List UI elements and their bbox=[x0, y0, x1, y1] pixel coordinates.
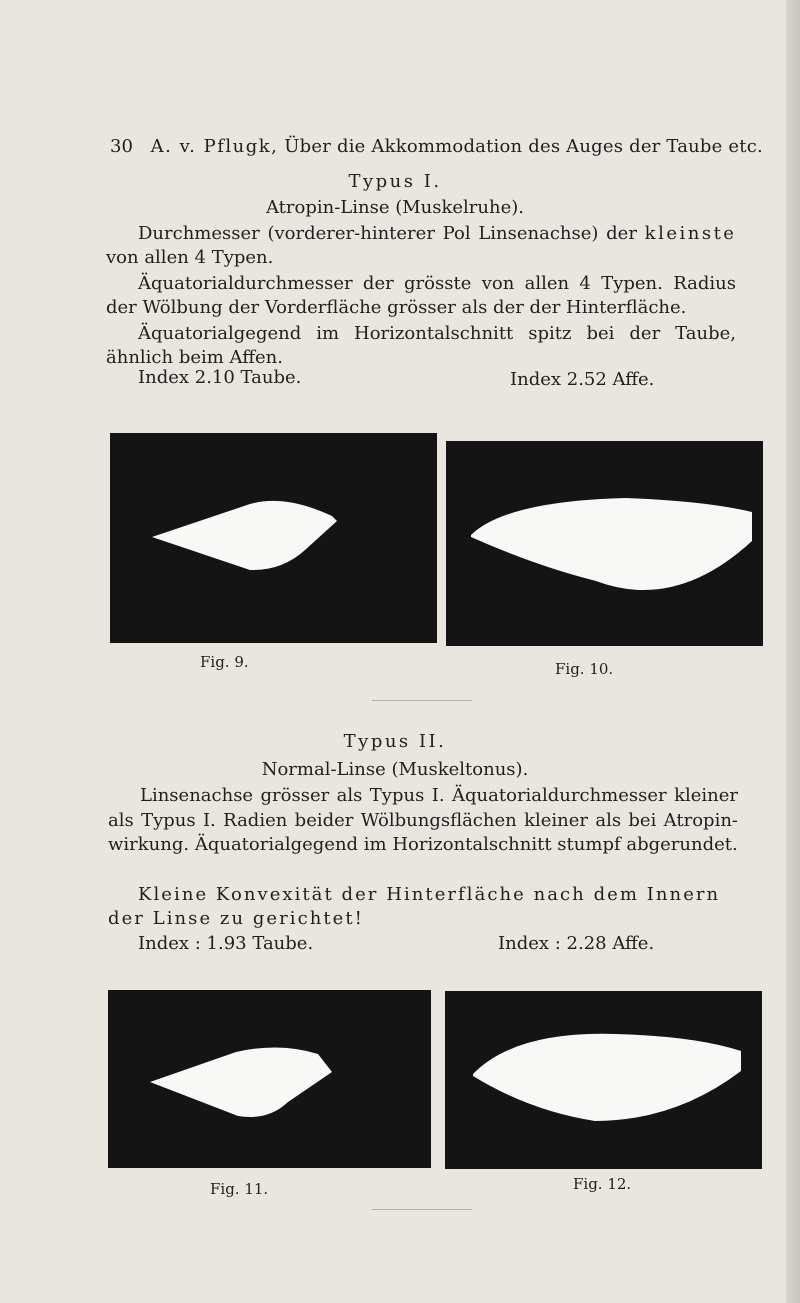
running-header bbox=[110, 136, 763, 157]
figure-11-lens-section bbox=[108, 990, 431, 1168]
typus2-heading: Typus II. bbox=[343, 731, 447, 752]
typus2-emphasis-line-1: Kleine Konvexität der Hinterfläche nach dem Innern bbox=[138, 884, 721, 905]
lens-shape-fig11 bbox=[108, 990, 431, 1168]
typus2-index-taube: Index : 1.93 Taube. bbox=[138, 933, 314, 954]
section-divider bbox=[372, 700, 472, 701]
typus1-para1-emphasis: kleinste bbox=[644, 223, 737, 244]
figure-9-lens-section bbox=[110, 433, 437, 643]
figure-10-caption: Fig. 10. bbox=[555, 660, 614, 678]
typus1-subheading: Atropin-Linse (Muskelruhe). bbox=[265, 197, 524, 218]
typus1-index-affe: Index 2.52 Affe. bbox=[510, 369, 655, 390]
typus2-index-affe: Index : 2.28 Affe. bbox=[498, 933, 655, 954]
typus1-index-taube: Index 2.10 Taube. bbox=[138, 367, 302, 388]
typus1-para1-continuation: von allen 4 Typen. bbox=[106, 247, 274, 268]
page-number: 30 bbox=[110, 136, 133, 157]
lens-shape-fig12 bbox=[445, 991, 762, 1169]
lens-shape-fig10 bbox=[446, 441, 763, 646]
figure-9-caption: Fig. 9. bbox=[200, 653, 249, 671]
bottom-divider bbox=[372, 1209, 472, 1210]
header-author: A. v. Pflugk, bbox=[150, 136, 279, 157]
figure-11-caption: Fig. 11. bbox=[210, 1180, 269, 1198]
typus1-paragraph-3: Äquatorialgegend im Horizontalschnitt spitz bei der Taube, ähnlich beim Affen. bbox=[106, 323, 736, 368]
lens-shape-fig9 bbox=[110, 433, 437, 643]
figure-12-lens-section bbox=[445, 991, 762, 1169]
typus1-para1-text: Durchmesser (vorderer-hinterer Pol Linsenachse) der bbox=[138, 223, 645, 244]
figure-10-lens-section bbox=[446, 441, 763, 646]
figure-12-caption: Fig. 12. bbox=[573, 1175, 632, 1193]
typus2-emphasis-line-2: der Linse zu gerichtet! bbox=[108, 908, 364, 929]
typus1-paragraph-1 bbox=[106, 222, 736, 270]
typus2-subheading: Normal-Linse (Muskeltonus). bbox=[261, 759, 529, 780]
typus1-heading: Typus I. bbox=[348, 171, 442, 192]
typus2-paragraph-1: Linsenachse grösser als Typus I. Äquatorialdurchmesser kleiner als Typus I. Radien beider Wölbungsflächen kleiner als bei Atropin-wirkung. Äquatorialgegend im Horizontalschnitt stumpf abgerundet. bbox=[108, 785, 738, 855]
typus1-paragraph-2: Äquatorialdurchmesser der grösste von allen 4 Typen. Radius der Wölbung der Vorderfläche grösser als der der Hinterfläche. bbox=[106, 273, 736, 318]
header-title: Über die Akkommodation des Auges der Taube etc. bbox=[284, 136, 763, 157]
